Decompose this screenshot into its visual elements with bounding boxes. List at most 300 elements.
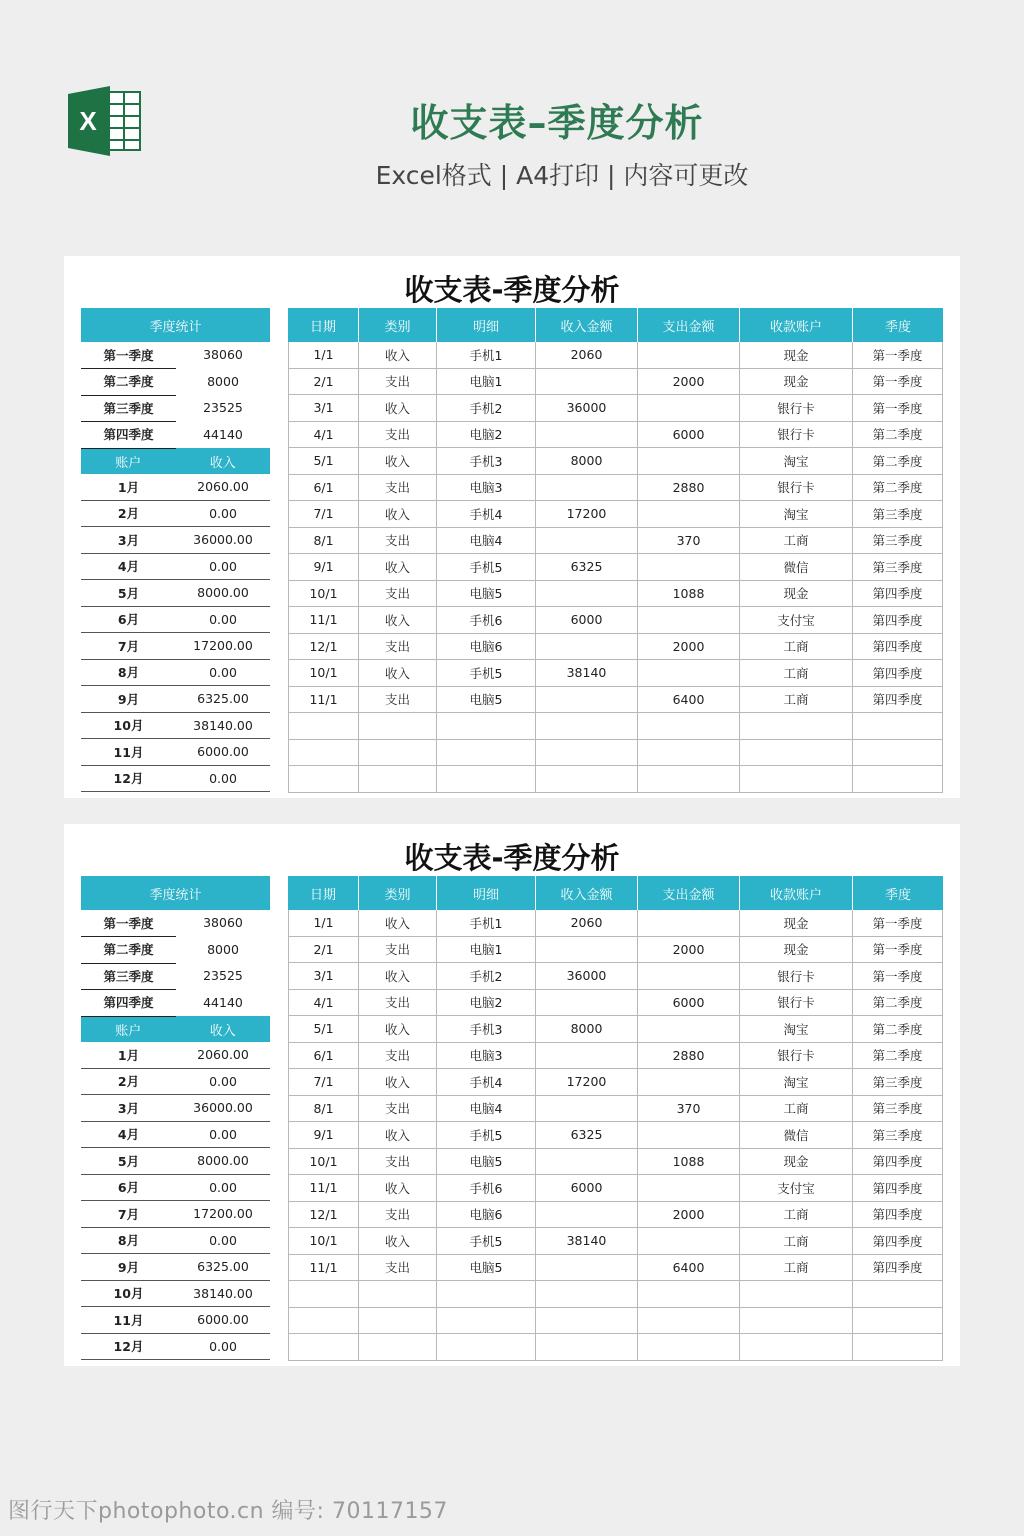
table-row (288, 634, 943, 661)
table-cell: 微信 (740, 1122, 853, 1148)
table-cell (536, 1255, 638, 1281)
month-income: 6325.00 (197, 691, 249, 707)
table-cell (536, 937, 638, 963)
table-cell: 支出 (359, 1202, 437, 1228)
month-row (81, 1307, 270, 1334)
table-cell: 6/1 (288, 1043, 359, 1069)
column-header: 明细 (437, 876, 536, 910)
table-cell: 现金 (740, 1149, 853, 1175)
table-cell: 银行卡 (740, 1043, 853, 1069)
table-row (288, 687, 943, 714)
table-row (288, 1255, 943, 1282)
table-row (288, 1016, 943, 1043)
table-cell: 8000 (536, 448, 638, 474)
table-cell (536, 1202, 638, 1228)
table-row (288, 448, 943, 475)
table-cell: 手机5 (437, 1228, 536, 1254)
month-income: 0.00 (209, 1179, 237, 1195)
quarter-value: 38060 (176, 915, 270, 931)
table-cell: 电脑6 (437, 1202, 536, 1228)
table-cell: 银行卡 (740, 395, 853, 421)
month-income: 36000.00 (193, 1100, 253, 1116)
table-row (288, 395, 943, 422)
table-cell: 淘宝 (740, 1069, 853, 1095)
quarter-row (81, 963, 270, 990)
month-row (81, 474, 270, 501)
table-cell: 支出 (359, 1255, 437, 1281)
table-cell (437, 1281, 536, 1307)
month-label: 10月 (113, 1286, 144, 1302)
table-cell: 工商 (740, 1202, 853, 1228)
table-cell: 2/1 (288, 369, 359, 395)
page-title: 收支表–季度分析 (410, 101, 704, 145)
month-row (81, 527, 270, 554)
table-cell (536, 581, 638, 607)
transactions-table (288, 876, 943, 1361)
table-cell (437, 766, 536, 792)
table-cell: 支出 (359, 687, 437, 713)
table-cell: 第三季度 (853, 501, 943, 527)
table-cell: 收入 (359, 1228, 437, 1254)
month-income: 38140.00 (193, 1285, 253, 1301)
month-row (81, 1175, 270, 1202)
quarter-row (81, 395, 270, 422)
table-cell: 支出 (359, 475, 437, 501)
month-label: 9月 (117, 1259, 140, 1275)
column-header: 日期 (288, 876, 359, 910)
quarter-row (81, 369, 270, 396)
quarter-label: 第二季度 (81, 936, 176, 964)
quarter-label: 第一季度 (81, 342, 176, 370)
page-subtitle: Excel格式 | A4打印 | 内容可更改 (375, 161, 749, 190)
table-cell (638, 501, 740, 527)
month-row (81, 1334, 270, 1361)
table-row (288, 1043, 943, 1070)
table-cell: 5/1 (288, 448, 359, 474)
month-row (81, 1122, 270, 1149)
table-cell: 手机6 (437, 1175, 536, 1201)
table-cell: 支出 (359, 528, 437, 554)
table-cell (536, 475, 638, 501)
table-cell: 8/1 (288, 528, 359, 554)
month-income: 2060.00 (197, 479, 249, 495)
column-header: 收款账户 (740, 876, 853, 910)
quarter-value: 44140 (176, 995, 270, 1011)
table-cell (437, 1308, 536, 1334)
sheet-title: 收支表-季度分析 (404, 273, 620, 307)
table-cell: 第三季度 (853, 528, 943, 554)
table-cell: 第四季度 (853, 1149, 943, 1175)
table-cell (536, 740, 638, 766)
month-row (81, 580, 270, 607)
month-row (81, 1254, 270, 1281)
table-cell: 电脑3 (437, 1043, 536, 1069)
table-cell (536, 422, 638, 448)
table-cell (288, 1308, 359, 1334)
table-cell: 2000 (638, 634, 740, 660)
income-header: 收入 (209, 455, 236, 471)
account-header: 账户 (115, 1023, 142, 1039)
month-income: 6325.00 (197, 1259, 249, 1275)
table-cell: 7/1 (288, 1069, 359, 1095)
table-cell (536, 1149, 638, 1175)
table-cell (638, 963, 740, 989)
table-cell (536, 1096, 638, 1122)
table-cell: 支出 (359, 990, 437, 1016)
month-row (81, 686, 270, 713)
table-cell: 第四季度 (853, 1255, 943, 1281)
table-cell: 支出 (359, 422, 437, 448)
table-cell: 电脑1 (437, 369, 536, 395)
table-cell: 6000 (638, 422, 740, 448)
table-cell: 手机4 (437, 501, 536, 527)
table-cell: 支出 (359, 1149, 437, 1175)
table-cell (740, 713, 853, 739)
table-cell: 2000 (638, 1202, 740, 1228)
month-row (81, 713, 270, 740)
table-cell: 4/1 (288, 990, 359, 1016)
table-cell: 手机1 (437, 342, 536, 368)
table-cell (359, 766, 437, 792)
table-cell: 10/1 (288, 581, 359, 607)
month-income: 0.00 (209, 505, 237, 521)
table-cell: 淘宝 (740, 448, 853, 474)
table-row (288, 369, 943, 396)
table-cell (638, 766, 740, 792)
month-label: 7月 (117, 1206, 140, 1222)
table-cell (638, 1334, 740, 1360)
table-cell: 微信 (740, 554, 853, 580)
table-cell: 工商 (740, 687, 853, 713)
table-row (288, 660, 943, 687)
table-cell: 淘宝 (740, 1016, 853, 1042)
table-cell: 手机2 (437, 963, 536, 989)
table-cell: 第一季度 (853, 963, 943, 989)
table-cell: 1088 (638, 581, 740, 607)
column-header: 类别 (359, 308, 437, 342)
month-income: 0.00 (209, 558, 237, 574)
table-cell: 支出 (359, 1096, 437, 1122)
table-cell: 收入 (359, 342, 437, 368)
table-cell: 支出 (359, 1043, 437, 1069)
month-label: 12月 (113, 771, 144, 787)
month-label: 1月 (117, 1047, 140, 1063)
table-row (288, 554, 943, 581)
column-header: 季度 (884, 887, 911, 903)
table-cell (638, 740, 740, 766)
table-cell: 收入 (359, 1175, 437, 1201)
table-cell (740, 1308, 853, 1334)
month-label: 8月 (117, 1233, 140, 1249)
table-cell (288, 740, 359, 766)
month-label: 3月 (117, 1100, 140, 1116)
table-cell: 2060 (536, 910, 638, 936)
table-cell: 10/1 (288, 1228, 359, 1254)
month-income: 0.00 (209, 664, 237, 680)
quarter-row (81, 937, 270, 964)
quarter-row (81, 342, 270, 369)
table-cell: 7/1 (288, 501, 359, 527)
table-cell: 11/1 (288, 687, 359, 713)
table-cell (638, 342, 740, 368)
month-row (81, 1095, 270, 1122)
table-cell: 手机5 (437, 554, 536, 580)
quarter-value: 23525 (176, 400, 270, 416)
account-header: 账户 (115, 455, 142, 471)
table-cell (536, 369, 638, 395)
table-cell (536, 990, 638, 1016)
table-cell (638, 1281, 740, 1307)
table-cell: 手机4 (437, 1069, 536, 1095)
spreadsheet-preview-2 (64, 824, 960, 1366)
table-cell: 现金 (740, 581, 853, 607)
table-cell (638, 1308, 740, 1334)
table-row (288, 1334, 943, 1361)
table-cell: 2060 (536, 342, 638, 368)
column-header: 收款账户 (740, 308, 853, 342)
table-cell: 9/1 (288, 1122, 359, 1148)
month-row (81, 607, 270, 634)
table-cell: 手机6 (437, 607, 536, 633)
table-cell: 6000 (536, 1175, 638, 1201)
table-row (288, 1069, 943, 1096)
table-cell: 4/1 (288, 422, 359, 448)
table-cell (638, 713, 740, 739)
table-cell: 2/1 (288, 937, 359, 963)
month-row (81, 1281, 270, 1308)
table-cell: 工商 (740, 1255, 853, 1281)
table-row (288, 766, 943, 793)
table-row (288, 990, 943, 1017)
month-income: 6000.00 (197, 1312, 249, 1328)
table-cell: 第二季度 (853, 1043, 943, 1069)
table-cell (536, 1281, 638, 1307)
table-cell: 支出 (359, 634, 437, 660)
month-income: 0.00 (209, 770, 237, 786)
table-cell: 银行卡 (740, 990, 853, 1016)
table-cell (359, 713, 437, 739)
table-cell: 6/1 (288, 475, 359, 501)
table-cell (536, 766, 638, 792)
table-cell: 手机3 (437, 448, 536, 474)
month-row (81, 554, 270, 581)
table-row (288, 1122, 943, 1149)
quarter-stats-header: 季度统计 (81, 876, 270, 910)
table-cell: 电脑2 (437, 990, 536, 1016)
month-label: 1月 (117, 479, 140, 495)
table-cell: 收入 (359, 448, 437, 474)
month-row (81, 766, 270, 793)
month-label: 5月 (117, 585, 140, 601)
table-cell: 8000 (536, 1016, 638, 1042)
table-cell: 电脑5 (437, 581, 536, 607)
table-cell: 手机2 (437, 395, 536, 421)
table-cell: 第三季度 (853, 1096, 943, 1122)
table-cell (536, 1334, 638, 1360)
month-income: 0.00 (209, 1073, 237, 1089)
table-cell: 收入 (359, 607, 437, 633)
table-cell: 收入 (359, 554, 437, 580)
table-cell: 6000 (638, 990, 740, 1016)
table-cell (288, 1281, 359, 1307)
month-row (81, 660, 270, 687)
column-header: 支出金额 (638, 308, 740, 342)
table-cell (638, 660, 740, 686)
table-cell: 支出 (359, 581, 437, 607)
table-cell: 6325 (536, 1122, 638, 1148)
table-row (288, 1281, 943, 1308)
table-cell: 支付宝 (740, 1175, 853, 1201)
month-label: 5月 (117, 1153, 140, 1169)
table-cell: 第四季度 (853, 581, 943, 607)
quarter-value: 44140 (176, 427, 270, 443)
table-row (288, 501, 943, 528)
table-cell (740, 1281, 853, 1307)
table-cell: 36000 (536, 395, 638, 421)
table-cell: 工商 (740, 1096, 853, 1122)
table-cell: 收入 (359, 910, 437, 936)
quarter-label: 第四季度 (81, 989, 176, 1017)
table-cell (740, 740, 853, 766)
table-cell: 2000 (638, 369, 740, 395)
quarter-label: 第三季度 (81, 963, 176, 991)
table-cell: 电脑5 (437, 1149, 536, 1175)
quarter-label: 第一季度 (81, 910, 176, 938)
table-cell: 第四季度 (853, 607, 943, 633)
table-cell: 6325 (536, 554, 638, 580)
table-cell: 支出 (359, 937, 437, 963)
table-cell (536, 634, 638, 660)
table-cell: 支出 (359, 369, 437, 395)
table-cell (853, 1334, 943, 1360)
table-cell: 1088 (638, 1149, 740, 1175)
table-cell: 6400 (638, 687, 740, 713)
month-row (81, 739, 270, 766)
table-cell: 电脑5 (437, 687, 536, 713)
table-cell: 17200 (536, 501, 638, 527)
table-cell (638, 1175, 740, 1201)
table-cell: 3/1 (288, 395, 359, 421)
quarter-label: 第二季度 (81, 368, 176, 396)
table-cell (536, 528, 638, 554)
table-cell: 第一季度 (853, 910, 943, 936)
table-cell (638, 448, 740, 474)
table-cell: 收入 (359, 660, 437, 686)
account-income-header (81, 1016, 270, 1042)
table-cell (853, 1308, 943, 1334)
table-cell: 电脑3 (437, 475, 536, 501)
table-cell: 第二季度 (853, 448, 943, 474)
month-row (81, 1069, 270, 1096)
month-income: 0.00 (209, 611, 237, 627)
month-income: 8000.00 (197, 585, 249, 601)
table-cell: 12/1 (288, 634, 359, 660)
quarter-stats-header: 季度统计 (81, 308, 270, 342)
table-cell (536, 687, 638, 713)
table-cell: 6400 (638, 1255, 740, 1281)
table-cell: 第四季度 (853, 1228, 943, 1254)
month-income: 17200.00 (193, 1206, 253, 1222)
svg-text:X: X (79, 106, 97, 136)
table-cell: 手机3 (437, 1016, 536, 1042)
quarter-value: 23525 (176, 968, 270, 984)
table-cell: 11/1 (288, 1255, 359, 1281)
table-cell: 第三季度 (853, 1122, 943, 1148)
table-cell: 银行卡 (740, 963, 853, 989)
watermark: 图行天下photophoto.cn 编号: 70117157 (8, 1499, 448, 1524)
table-cell: 手机1 (437, 910, 536, 936)
table-cell: 38140 (536, 660, 638, 686)
month-income: 0.00 (209, 1126, 237, 1142)
table-header (288, 308, 943, 342)
month-label: 10月 (113, 718, 144, 734)
table-cell: 第三季度 (853, 1069, 943, 1095)
table-cell: 1/1 (288, 342, 359, 368)
table-row (288, 1202, 943, 1229)
table-cell: 370 (638, 528, 740, 554)
month-income: 0.00 (209, 1338, 237, 1354)
table-row (288, 607, 943, 634)
quarter-row (81, 910, 270, 937)
month-row (81, 1042, 270, 1069)
table-cell: 11/1 (288, 1175, 359, 1201)
month-income: 2060.00 (197, 1047, 249, 1063)
spreadsheet-preview-1 (64, 256, 960, 798)
table-cell: 第二季度 (853, 1016, 943, 1042)
month-row (81, 1228, 270, 1255)
table-cell (437, 1334, 536, 1360)
table-cell (853, 1281, 943, 1307)
table-row (288, 342, 943, 369)
quarter-label: 第四季度 (81, 421, 176, 449)
month-row (81, 633, 270, 660)
table-cell: 第四季度 (853, 687, 943, 713)
table-cell: 电脑6 (437, 634, 536, 660)
table-cell: 10/1 (288, 1149, 359, 1175)
month-income: 36000.00 (193, 532, 253, 548)
table-cell: 3/1 (288, 963, 359, 989)
table-cell (638, 395, 740, 421)
table-row (288, 937, 943, 964)
table-cell: 2880 (638, 1043, 740, 1069)
table-cell: 8/1 (288, 1096, 359, 1122)
table-row (288, 963, 943, 990)
table-cell: 现金 (740, 369, 853, 395)
table-cell: 36000 (536, 963, 638, 989)
table-cell (853, 740, 943, 766)
table-row (288, 1149, 943, 1176)
table-cell: 手机5 (437, 1122, 536, 1148)
table-cell: 工商 (740, 1228, 853, 1254)
table-cell: 电脑4 (437, 528, 536, 554)
quarter-value: 38060 (176, 347, 270, 363)
table-row (288, 475, 943, 502)
table-cell: 电脑4 (437, 1096, 536, 1122)
table-cell: 现金 (740, 342, 853, 368)
table-row (288, 1175, 943, 1202)
table-cell: 9/1 (288, 554, 359, 580)
column-header: 明细 (437, 308, 536, 342)
table-row (288, 581, 943, 608)
month-label: 3月 (117, 532, 140, 548)
table-cell: 6000 (536, 607, 638, 633)
month-label: 9月 (117, 691, 140, 707)
table-cell (536, 1043, 638, 1069)
table-cell: 5/1 (288, 1016, 359, 1042)
table-row (288, 528, 943, 555)
table-cell: 支付宝 (740, 607, 853, 633)
table-row (288, 713, 943, 740)
